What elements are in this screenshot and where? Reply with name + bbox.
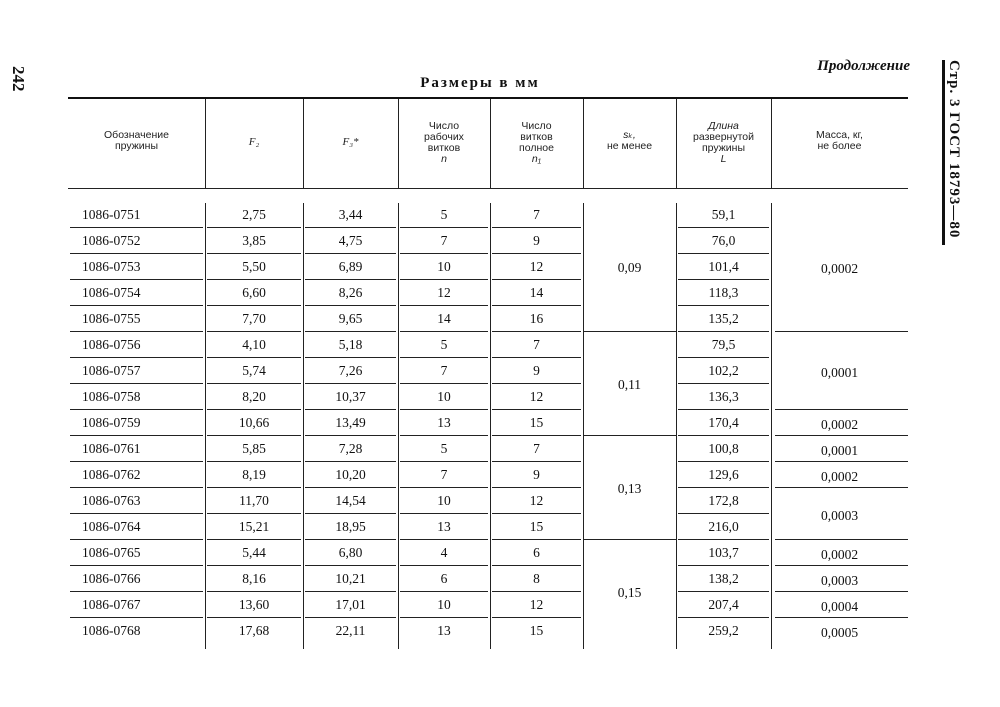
header-designation-line: Обозначение — [104, 129, 169, 141]
row-rule — [305, 435, 396, 436]
cell-code: 1086-0761 — [82, 441, 141, 456]
row-rule — [678, 565, 769, 566]
row-rule — [492, 227, 581, 228]
cell-n1: 6 — [533, 545, 540, 560]
cell-code: 1086-0753 — [82, 259, 141, 274]
cell-f3: 13,49 — [335, 415, 366, 430]
cell-f2: 6,60 — [242, 285, 266, 300]
cell-L: 207,4 — [708, 597, 739, 612]
continuation-label: Продолжение — [817, 58, 910, 74]
cell-f3: 4,75 — [338, 233, 363, 248]
cell-L: 100,8 — [708, 441, 739, 456]
cell-n: 5 — [440, 441, 448, 456]
cell-n1: 9 — [533, 467, 540, 482]
header-designation — [68, 130, 205, 152]
row-rule — [492, 305, 581, 306]
cell-code: 1086-0758 — [82, 389, 141, 404]
row-rule — [305, 357, 396, 358]
cell-code: 1086-0752 — [82, 233, 141, 248]
cell-n: 10 — [437, 493, 451, 508]
header-mass — [771, 130, 908, 152]
row-rule — [207, 253, 301, 254]
cell-f3: 7,28 — [338, 441, 363, 456]
cell-L: 136,3 — [708, 389, 739, 404]
row-rule — [492, 461, 581, 462]
header-length-line: развернутой — [693, 131, 754, 143]
mass-group-rule — [775, 539, 908, 540]
header-sk-line: sₖ, — [623, 129, 636, 141]
cell-L: 76,0 — [711, 233, 736, 248]
sk-group-rule — [583, 539, 676, 540]
header-total-coils-line: Число — [521, 120, 552, 132]
sk-value: 0,09 — [617, 260, 642, 275]
side-header: Стр. 3 ГОСТ 18793—80 — [946, 60, 962, 239]
cell-code: 1086-0756 — [82, 337, 141, 352]
row-rule — [305, 461, 396, 462]
cell-code: 1086-0763 — [82, 493, 141, 508]
cell-n1: 15 — [529, 415, 544, 430]
row-rule — [678, 591, 769, 592]
row-rule — [305, 227, 396, 228]
header-mass-line: Масса, кг, — [816, 129, 863, 141]
mass-value: 0,0005 — [820, 625, 859, 640]
row-rule — [678, 409, 769, 410]
cell-n: 10 — [437, 389, 451, 404]
cell-code: 1086-0765 — [82, 545, 141, 560]
header-length-line: L — [720, 153, 727, 165]
sk-value: 0,11 — [617, 377, 642, 392]
row-rule — [70, 253, 203, 254]
sk-group-rule — [583, 331, 676, 332]
row-rule — [678, 331, 769, 332]
cell-f3: 18,95 — [335, 519, 366, 534]
row-rule — [207, 591, 301, 592]
row-rule — [678, 617, 769, 618]
cell-f3: 10,20 — [335, 467, 366, 482]
row-rule — [678, 227, 769, 228]
page-number: 242 — [9, 66, 28, 92]
cell-code: 1086-0751 — [82, 207, 141, 222]
row-rule — [400, 435, 488, 436]
row-rule — [305, 617, 396, 618]
row-rule — [492, 409, 581, 410]
cell-n1: 12 — [529, 259, 544, 274]
row-rule — [207, 383, 301, 384]
cell-n1: 9 — [533, 233, 540, 248]
mass-value: 0,0003 — [820, 508, 859, 523]
row-rule — [400, 565, 488, 566]
mass-value: 0,0002 — [820, 261, 859, 276]
row-rule — [492, 357, 581, 358]
row-rule — [305, 253, 396, 254]
cell-code: 1086-0768 — [82, 623, 141, 638]
cell-code: 1086-0759 — [82, 415, 141, 430]
row-rule — [70, 331, 203, 332]
cell-L: 259,2 — [708, 623, 739, 638]
row-rule — [400, 409, 488, 410]
row-rule — [207, 331, 301, 332]
cell-f3: 9,65 — [338, 311, 363, 326]
row-rule — [305, 591, 396, 592]
cell-f2: 10,66 — [238, 415, 270, 430]
cell-n: 7 — [440, 233, 448, 248]
cell-f3: 14,54 — [335, 493, 366, 508]
row-rule — [70, 279, 203, 280]
cell-f3: 10,21 — [335, 571, 366, 586]
cell-f2: 13,60 — [238, 597, 270, 612]
cell-L: 129,6 — [708, 467, 739, 482]
sk-group-rule — [583, 435, 676, 436]
cell-n: 5 — [440, 207, 448, 222]
row-rule — [400, 279, 488, 280]
row-rule — [70, 487, 203, 488]
mass-group-rule — [775, 331, 908, 332]
mass-value: 0,0002 — [820, 469, 859, 484]
header-total-coils-line: полное — [519, 142, 554, 154]
cell-code: 1086-0754 — [82, 285, 141, 300]
cell-f2: 7,70 — [242, 311, 266, 326]
cell-n1: 12 — [529, 493, 544, 508]
mass-group-rule — [775, 591, 908, 592]
cell-f3: 22,11 — [335, 623, 366, 638]
mass-group-rule — [775, 435, 908, 436]
cell-f3: 10,37 — [335, 389, 366, 404]
cell-L: 101,4 — [708, 259, 739, 274]
row-rule — [400, 253, 488, 254]
cell-n1: 15 — [529, 519, 544, 534]
row-rule — [305, 487, 396, 488]
row-rule — [492, 435, 581, 436]
row-rule — [70, 461, 203, 462]
row-rule — [678, 513, 769, 514]
cell-n1: 12 — [529, 597, 544, 612]
row-rule — [400, 305, 488, 306]
row-rule — [400, 357, 488, 358]
header-total-coils-line: n₁ — [531, 153, 542, 165]
cell-f3: 3,44 — [338, 207, 363, 222]
cell-n: 10 — [437, 597, 451, 612]
cell-code: 1086-0757 — [82, 363, 141, 378]
row-rule — [492, 617, 581, 618]
row-rule — [492, 279, 581, 280]
header-f3: F₃* — [342, 136, 359, 148]
cell-f2: 4,10 — [242, 337, 266, 352]
header-total-coils-line: витков — [520, 131, 553, 143]
cell-L: 102,2 — [708, 363, 739, 378]
mass-value: 0,0002 — [820, 547, 859, 562]
row-rule — [70, 617, 203, 618]
row-rule — [305, 305, 396, 306]
row-rule — [207, 513, 301, 514]
header-designation-line: пружины — [114, 140, 158, 152]
cell-n: 13 — [437, 519, 451, 534]
row-rule — [305, 331, 396, 332]
row-rule — [678, 383, 769, 384]
cell-L: 103,7 — [708, 545, 739, 560]
cell-n: 7 — [440, 467, 448, 482]
sk-value: 0,13 — [617, 481, 642, 496]
mass-value: 0,0004 — [820, 599, 859, 614]
row-rule — [70, 435, 203, 436]
cell-n: 13 — [437, 415, 451, 430]
row-rule — [400, 513, 488, 514]
row-rule — [207, 305, 301, 306]
row-rule — [678, 305, 769, 306]
row-rule — [492, 513, 581, 514]
cell-f3: 6,80 — [338, 545, 363, 560]
row-rule — [678, 279, 769, 280]
cell-f2: 5,44 — [242, 545, 266, 560]
header-length — [676, 121, 771, 165]
header-sk — [583, 130, 676, 152]
row-rule — [400, 487, 488, 488]
mass-group-rule — [775, 487, 908, 488]
header-working-coils — [398, 121, 490, 165]
row-rule — [400, 617, 488, 618]
row-rule — [70, 591, 203, 592]
row-rule — [305, 279, 396, 280]
row-rule — [492, 565, 581, 566]
cell-f2: 11,70 — [239, 493, 269, 508]
row-rule — [207, 435, 301, 436]
row-rule — [678, 253, 769, 254]
row-rule — [678, 487, 769, 488]
row-rule — [70, 409, 203, 410]
row-rule — [207, 409, 301, 410]
row-rule — [678, 461, 769, 462]
row-rule — [400, 227, 488, 228]
mass-group-rule — [775, 461, 908, 462]
cell-f3: 5,18 — [338, 337, 363, 352]
header-working-coils-line: рабочих — [424, 131, 464, 143]
header-working-coils-line: витков — [427, 142, 461, 154]
mass-value: 0,0002 — [820, 417, 859, 432]
mass-value: 0,0001 — [820, 443, 859, 458]
cell-code: 1086-0767 — [82, 597, 141, 612]
cell-f2: 15,21 — [238, 519, 270, 534]
row-rule — [305, 539, 396, 540]
row-rule — [70, 513, 203, 514]
cell-f2: 3,85 — [242, 233, 266, 248]
cell-f3: 6,89 — [338, 259, 363, 274]
cell-n: 14 — [437, 311, 451, 326]
cell-code: 1086-0762 — [82, 467, 141, 482]
cell-L: 59,1 — [711, 207, 736, 222]
cell-L: 138,2 — [708, 571, 739, 586]
cell-L: 170,4 — [708, 415, 739, 430]
header-working-coils-line: n — [441, 153, 447, 165]
header-length-line: Длина — [708, 120, 739, 132]
row-rule — [400, 331, 488, 332]
header-total-coils — [490, 121, 583, 165]
header-length-line: пружины — [701, 142, 745, 154]
cell-f2: 5,74 — [242, 363, 266, 378]
row-rule — [207, 227, 301, 228]
row-rule — [492, 487, 581, 488]
cell-L: 216,0 — [708, 519, 739, 534]
cell-n: 12 — [437, 285, 451, 300]
row-rule — [70, 227, 203, 228]
cell-n1: 14 — [529, 285, 544, 300]
row-rule — [70, 383, 203, 384]
row-rule — [492, 253, 581, 254]
sk-value: 0,15 — [617, 585, 642, 600]
row-rule — [207, 279, 301, 280]
cell-n1: 7 — [533, 337, 540, 352]
row-rule — [207, 565, 301, 566]
row-rule — [678, 435, 769, 436]
cell-n1: 7 — [533, 207, 540, 222]
cell-n: 5 — [440, 337, 448, 352]
row-rule — [207, 461, 301, 462]
cell-n: 13 — [437, 623, 451, 638]
row-rule — [400, 383, 488, 384]
cell-n1: 12 — [529, 389, 544, 404]
row-rule — [70, 539, 203, 540]
row-rule — [70, 305, 203, 306]
row-rule — [305, 513, 396, 514]
row-rule — [678, 539, 769, 540]
cell-f2: 2,75 — [242, 207, 266, 222]
cell-f2: 5,50 — [242, 259, 266, 274]
row-rule — [207, 357, 301, 358]
cell-f2: 8,16 — [242, 571, 266, 586]
mass-value: 0,0003 — [820, 573, 859, 588]
row-rule — [400, 591, 488, 592]
cell-f2: 17,68 — [238, 623, 270, 638]
mass-value: 0,0001 — [820, 365, 859, 380]
row-rule — [70, 357, 203, 358]
row-rule — [678, 357, 769, 358]
table-caption: Размеры в мм — [420, 75, 540, 91]
cell-f3: 17,01 — [335, 597, 366, 612]
cell-f3: 8,26 — [338, 285, 363, 300]
row-rule — [305, 565, 396, 566]
row-rule — [207, 617, 301, 618]
cell-n1: 8 — [533, 571, 540, 586]
row-rule — [207, 487, 301, 488]
row-rule — [400, 461, 488, 462]
row-rule — [492, 539, 581, 540]
row-rule — [305, 409, 396, 410]
cell-f3: 7,26 — [338, 363, 363, 378]
row-rule — [492, 591, 581, 592]
cell-n1: 15 — [529, 623, 544, 638]
cell-L: 79,5 — [711, 337, 736, 352]
header-bottom-rule — [68, 188, 908, 189]
cell-L: 135,2 — [708, 311, 739, 326]
cell-n: 4 — [440, 545, 448, 560]
mass-group-rule — [775, 617, 908, 618]
header-working-coils-line: Число — [428, 120, 460, 132]
cell-n: 10 — [437, 259, 451, 274]
cell-code: 1086-0766 — [82, 571, 141, 586]
row-rule — [492, 331, 581, 332]
header-f2: F₂ — [248, 136, 260, 148]
mass-group-rule — [775, 565, 908, 566]
row-rule — [400, 539, 488, 540]
header-mass-line: не более — [817, 140, 862, 152]
cell-f2: 5,85 — [242, 441, 266, 456]
row-rule — [70, 565, 203, 566]
cell-L: 118,3 — [708, 285, 739, 300]
cell-n1: 16 — [529, 311, 544, 326]
cell-L: 172,8 — [708, 493, 739, 508]
row-rule — [305, 383, 396, 384]
table-top-rule — [68, 97, 908, 99]
cell-code: 1086-0764 — [82, 519, 141, 534]
cell-n1: 7 — [533, 441, 540, 456]
header-sk-line: не менее — [606, 140, 653, 152]
mass-group-rule — [775, 409, 908, 410]
cell-code: 1086-0755 — [82, 311, 141, 326]
row-rule — [492, 383, 581, 384]
row-rule — [207, 539, 301, 540]
cell-n1: 9 — [533, 363, 540, 378]
cell-n: 7 — [440, 363, 448, 378]
cell-n: 6 — [440, 571, 448, 586]
cell-f2: 8,19 — [242, 467, 266, 482]
cell-f2: 8,20 — [242, 389, 266, 404]
